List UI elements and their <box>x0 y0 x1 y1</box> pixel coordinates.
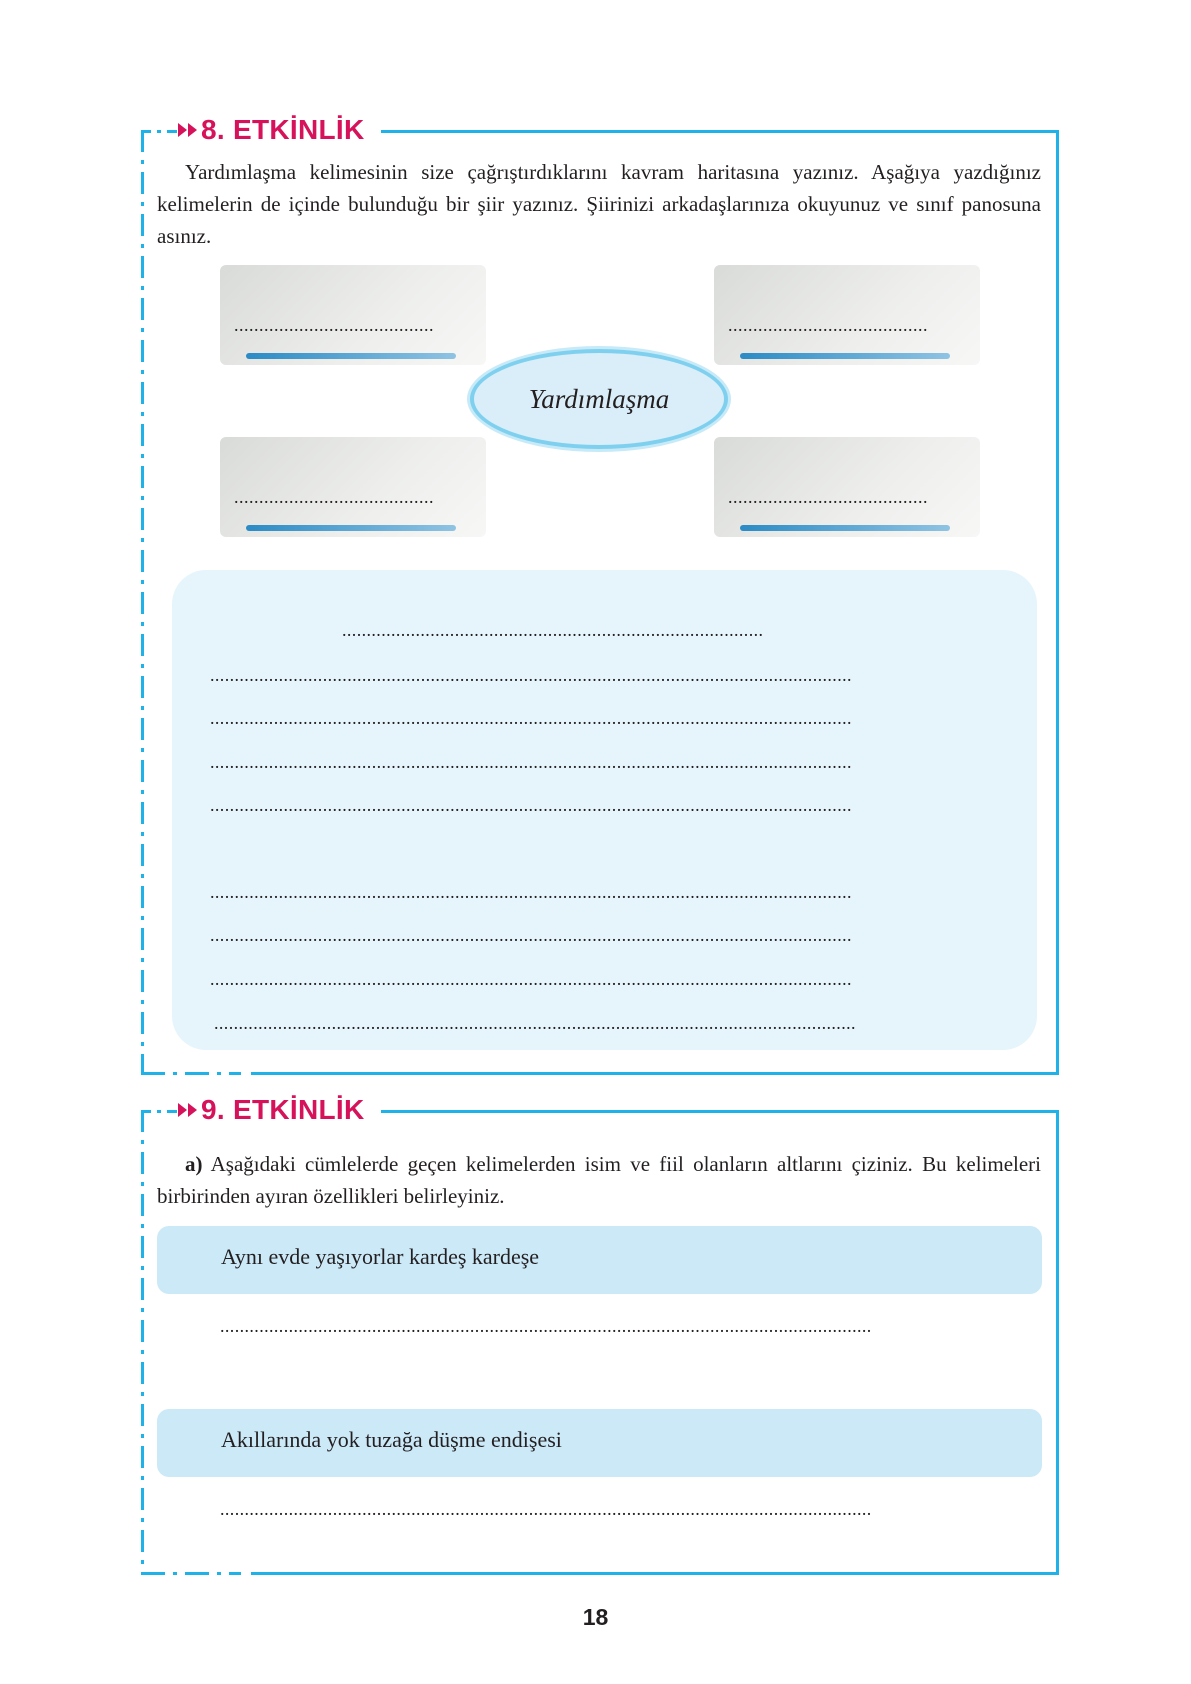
poem-line[interactable]: ................................................................................................................................... <box>210 969 852 989</box>
frame-right-line <box>1056 1110 1059 1575</box>
poem-line[interactable]: ................................................................................................................................... <box>210 925 852 945</box>
answer-line-2[interactable]: ..................................................................................................................................... <box>220 1499 872 1519</box>
answer-line-1[interactable]: ..................................................................................................................................... <box>220 1316 872 1336</box>
activity-8-instruction: Yardımlaşma kelimesinin size çağrıştırdıklarını kavram haritasına yazınız. Aşağıya yazdığınız kelimelerin de içinde bulunduğu bir şiir yazınız. Şiirinizi arkadaşlarınıza okuyunuz ve sınıf panosuna asınız. <box>157 160 1041 248</box>
frame-dash-bottom <box>141 1572 241 1575</box>
poem-line[interactable]: ................................................................................................................................... <box>210 882 852 902</box>
sentence-text: Akıllarında yok tuzağa düşme endişesi <box>221 1427 562 1452</box>
concept-card-bottom-left[interactable] <box>220 437 486 537</box>
card-underline-bar <box>740 525 950 531</box>
double-arrow-icon <box>178 1103 197 1117</box>
activity-9-instruction <box>157 1148 1041 1212</box>
sentence-text: Aynı evde yaşıyorlar kardeş kardeşe <box>221 1244 540 1269</box>
poem-line[interactable]: ................................................................................................................................... <box>210 752 852 772</box>
sentence-box-1 <box>157 1226 1042 1294</box>
frame-right-line <box>1056 130 1059 1075</box>
part-label: a) <box>185 1152 203 1176</box>
concept-blank: ........................................ <box>728 487 928 507</box>
frame-dash-left <box>141 1110 144 1575</box>
double-arrow-icon <box>178 123 197 137</box>
frame-bottom-line <box>251 1572 1059 1575</box>
concept-card-top-left[interactable] <box>220 265 486 365</box>
activity-9-heading <box>178 1094 371 1126</box>
poem-title-line[interactable]: ...................................................................................... <box>342 620 764 640</box>
concept-map-center <box>470 349 728 449</box>
poem-line[interactable]: ................................................................................................................................... <box>214 1013 856 1033</box>
frame-dash-left <box>141 130 144 1075</box>
page-number: 18 <box>582 1604 609 1630</box>
poem-line[interactable]: ................................................................................................................................... <box>210 708 852 728</box>
card-underline-bar <box>246 525 456 531</box>
concept-card-bottom-right[interactable] <box>714 437 980 537</box>
activity-8-title: 8. ETKİNLİK <box>201 114 365 145</box>
concept-map-center-label: Yardımlaşma <box>528 383 670 414</box>
activity-9-title: 9. ETKİNLİK <box>201 1094 365 1125</box>
poem-line[interactable]: ................................................................................................................................... <box>210 665 852 685</box>
concept-blank: ........................................ <box>728 315 928 335</box>
concept-blank: ........................................ <box>234 315 434 335</box>
frame-top-line <box>381 1110 1059 1113</box>
frame-top-line <box>381 130 1059 133</box>
concept-card-top-right[interactable] <box>714 265 980 365</box>
poem-line[interactable]: ................................................................................................................................... <box>210 795 852 815</box>
concept-blank: ........................................ <box>234 487 434 507</box>
frame-dash-bottom <box>141 1072 241 1075</box>
sentence-box-2 <box>157 1409 1042 1477</box>
frame-bottom-line <box>251 1072 1059 1075</box>
card-underline-bar <box>246 353 456 359</box>
card-underline-bar <box>740 353 950 359</box>
activity-9-instruction-text: Aşağıdaki cümlelerde geçen kelimelerden isim ve fiil olanların altlarını çiziniz. Bu kelimeleri birbirinden ayıran özellikleri belirleyiniz. <box>157 1152 1041 1208</box>
activity-8-heading <box>178 114 371 146</box>
